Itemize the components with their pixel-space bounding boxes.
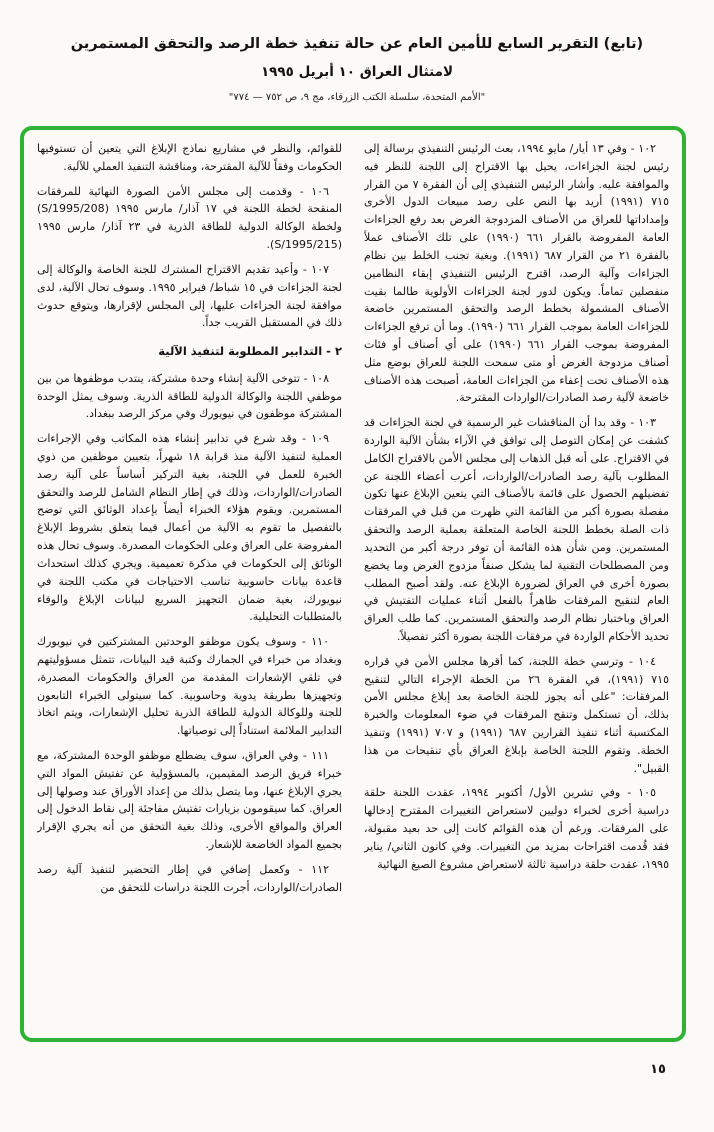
- document-title-line2: لامتثال العراق ١٠ أبريل ١٩٩٥: [260, 64, 454, 80]
- paragraph-102: ١٠٢ - وفي ١٣ أيار/ مايو ١٩٩٤، بعث الرئيس التنفيذي برسالة إلى رئيس لجنة الجزاءات، يحيل بها الاقتراح إلى اللجنة للنظر فيه والموافقة عليه. وأشار الرئيس التنفيذي إلى أن الفقرة ٧ من القرار ٧١٥ (١٩٩١) أريد بها النص على رصد مبيعات الدول الأخرى وإمداداتها للعراق من الأصناف المزدوجة الغرض بعد رفع الجزاءات العامة المفروضة بالقرار ٦٦١ (١٩٩٠) على تلك الأصناف عملاً بالفقرة ٢١ من القرار ٦٨٧ (١٩٩١). وبغية تجنب الخلط بين نظام الجزاءات وآلية الرصد، اقترح الرئيس التنفيذي إبقاء النظامين منفصلين تماماً. ويكون لدور لجنة الجزاءات الأولوية طالما بقيت الأصناف المشمولة بخطط الرصد والتحقق المستمرين خاضعة للجزاءات العامة بموجب القرار ٦٦١ (١٩٩٠). وما أن ترفع الجزاءات المفروضة بموجب القرار ٦٦١ (١٩٩٠) على أي أصناف أو فئات أصناف مزدوجة الغرض أو متى سمحت اللجنة للعراق بوضع مثل هذه الأصناف تحت إعفاء من الجزاءات العامة، أصبحت هذه الأصناف خاضعة لآلية رصد الصادرات/الواردات المقترحة.: [364, 142, 669, 405]
- document-header: [0, 36, 714, 103]
- paragraph-110: ١١٠ - وسوف يكون موظفو الوحدتين المشتركتين في نيويورك وبغداد من خبراء في الجمارك وكتبة قيد البيانات، تتمثل مسؤوليتهم في تلقي الإشعارات المقدمة من العراق والحكومات المصدرة، وتجهيزها بطريقة يدوية وحاسوبية. كما سيتولى الخبراء التابعون للجنة وللوكالة الدولية للطاقة الذرية تحليل الإشعارات، ويتم اتخاذ التدابير الملائمة استناداً إلى توصياتها.: [37, 635, 342, 738]
- section-heading-measures: ٢ - التدابير المطلوبة لتنفيذ الآلية: [158, 344, 342, 359]
- page-number: ١٥: [650, 1062, 666, 1077]
- paragraph-103: ١٠٣ - وقد بدا أن المناقشات غير الرسمية في لجنة الجزاءات قد كشفت عن إمكان التوصل إلى توافق في الآراء بشأن الآلية الواردة في الاقتراح. على أنه قبل الذهاب إلى مجلس الأمن بالاقتراح الكامل المطلوب بآلية رصد الصادرات/الواردات، أعرب أعضاء اللجنة عن تفضيلهم الحصول على قائمة بالأصناف التي يتعين الإبلاغ عنها تكون مفصلة بصورة أكبر من القائمة التي ظهرت من قبل في المرفقات ذات الصلة بخطط اللجنة الخاصة المتعلقة بعملية الرصد والتحقق المستمرين. ومن شأن هذه القائمة أن توفر درجة أكبر من التحديد ومن المصطلحات التقنية لما يشكل صنفاً مزدوج الغرض وما يخضع بصورة أخرى في العراق لضرورة الإبلاغ عنه. ولقد أصبح المطلب العام لتنقيح المرفقات ظاهراً بالفعل أثناء عمليات التفتيش في العراق وباختبار نظام الرصد والتحقق المستمرين. كما طلب العراق تحديد الأحكام الواردة في مرفقات اللجنة بصورة أكثر تفصيلاً.: [364, 416, 669, 643]
- document-source-citation: "الأمم المتحدة، سلسلة الكتب الزرقاء، مج ٩، ص ٧٥٢ — ٧٧٤": [228, 92, 486, 103]
- content-border-box: [20, 126, 686, 1042]
- right-column: [364, 140, 669, 1030]
- paragraph-111: ١١١ - وفي العراق، سوف يضطلع موظفو الوحدة المشتركة، مع خبراء فريق الرصد المقيمين، بالمسؤولية عن تفتيش المواد التي يجري الإبلاغ عنها، وما يتصل بذلك من إعداد الأوراق عند وصولها إلى العراق. كما سيقومون بزيارات تفتيش مفاجئة إلى نقاط الدخول إلى العراق والمواقع الأخرى، وذلك بغية التحقق من أنه يجري الإقرار بجميع المواد الخاضعة للإشعار.: [37, 749, 342, 852]
- paragraph-108: ١٠٨ - تتوخى الآلية إنشاء وحدة مشتركة، ينتدب موظفوها من بين موظفي اللجنة والوكالة الدولية للطاقة الذرية. وسوف يمثل الوحدة المشتركة موظفون في نيويورك وفي مركز الرصد ببغداد.: [37, 371, 342, 421]
- paragraph-107: ١٠٧ - وأعيد تقديم الاقتراح المشترك للجنة الخاصة والوكالة إلى لجنة الجزاءات في ١٥ شباط/ فبراير ١٩٩٥. وسوف تحال الآلية، لدى موافقة لجنة الجزاءات عليها، إلى المجلس لإقرارها، ويتوقع حدوث ذلك في المستقبل القريب جداً.: [37, 262, 342, 330]
- paragraph-109: ١٠٩ - وقد شرع في تدابير إنشاء هذه المكاتب وفي الإجراءات العملية لتنفيذ الآلية منذ قرابة ١٨ شهراً، بتعيين موظفين من ذوي الخبرة للعمل في اللجنة، بغية التركيز أساساً على آلية رصد الصادرات/الواردات، وذلك في إطار النظام الشامل للرصد والتحقق المستمرين. ويقوم هؤلاء الخبراء أيضاً بإعداد الوثائق التي توضح بالتفصيل ما تقوم به الآلية من أعمال فيما يتعلق بشروط الإبلاغ المفروضة على العراق وعلى الحكومات المصدرة. وسوف تحال هذه الوثائق إلى الحكومات في مذكرة تعميمية. ويجري كذلك استحداث قاعدة بيانات حاسوبية تناسب الاحتياجات في مكتب اللجنة في نيويورك، بغية ضمان التجهيز السريع لبيانات الإبلاغ والوفاء بالمتطلبات التحليلية.: [37, 432, 342, 624]
- document-title-line1: (تابع) التقرير السابع للأمين العام عن حالة تنفيذ خطة الرصد والتحقق المستمرين: [70, 36, 644, 52]
- paragraph-104: ١٠٤ - وترسي خطة اللجنة، كما أقرها مجلس الأمن في قراره ٧١٥ (١٩٩١)، في الفقرة ٢٦ من الخطة الإجراء التالي لتنقيح المرفقات: "على أنه يجوز للجنة الخاصة بعد إبلاغ مجلس الأمن بذلك، أن تستكمل وتنقح المرفقات في ضوء المعلومات والخبرة المكتسبة أثناء تنفيذ القرارين ٦٨٧ (١٩٩١) و ٧٠٧ (١٩٩١) وتنفيذ الخطة. وتقوم اللجنة الخاصة بإبلاغ العراق بأي تنقيحات من هذا القبيل".: [364, 654, 669, 775]
- left-column: [37, 140, 342, 1030]
- paragraph-105: ١٠٥ - وفي تشرين الأول/ أكتوبر ١٩٩٤، عقدت اللجنة حلقة دراسية أخرى لخبراء دوليين لاستعراض التغييرات المقترح إدخالها على المرفقات. ورغم أن هذه القوائم كانت إلى حد بعيد مقبولة، فقد قُدمت اقتراحات بمزيد من التغييرات. وفي كانون الثاني/ يناير ١٩٩٥، عقدت حلقة دراسية ثالثة لاستعراض مشروع الصيغ النهائية: [364, 786, 669, 871]
- paragraph-106: ١٠٦ - وقدمت إلى مجلس الأمن الصورة النهائية للمرفقات المنقحة لخطة اللجنة في ١٧ آذار/ مارس ١٩٩٥ (S/1995/208) ولخطة الوكالة الدولية للطاقة الذرية في ٢٣ آذار/ مارس ١٩٩٥ (S/1995/215).: [37, 184, 342, 252]
- paragraph-112: ١١٢ - وكعمل إضافي في إطار التحضير لتنفيذ آلية رصد الصادرات/الواردات، أجرت اللجنة دراسات للتحقق من: [37, 862, 342, 894]
- paragraph-105-continuation: للقوائم، والنظر في مشاريع نماذج الإبلاغ التي يتعين أن تستوفيها الحكومات وفقاً للآلية المقترحة، ومناقشة التنفيذ العملي للآلية.: [37, 142, 342, 173]
- two-column-layout: [37, 140, 669, 1030]
